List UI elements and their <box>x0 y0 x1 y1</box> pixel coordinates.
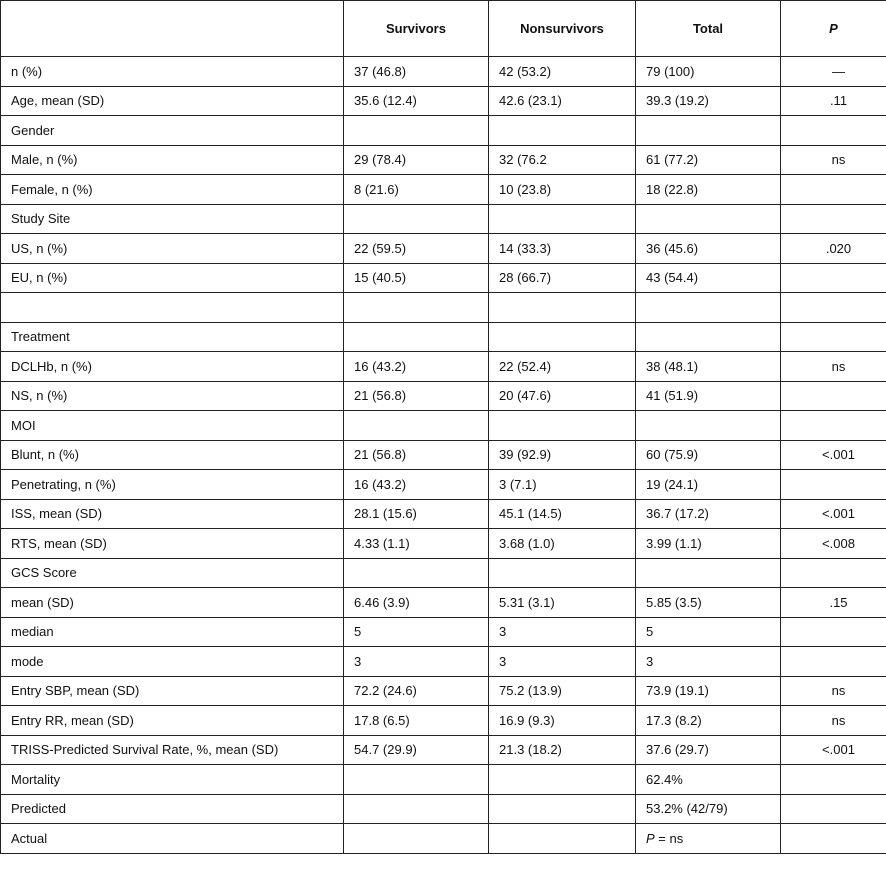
total-cell <box>636 322 781 352</box>
table-row <box>1 263 886 293</box>
row-label: DCLHb, n (%) <box>1 352 344 382</box>
survivors-cell <box>344 411 489 441</box>
row-label: RTS, mean (SD) <box>1 529 344 559</box>
p-value-cell: <.008 <box>781 529 886 559</box>
nonsurvivors-cell: 16.9 (9.3) <box>489 706 636 736</box>
table-row <box>1 411 886 441</box>
row-label: Entry RR, mean (SD) <box>1 706 344 736</box>
p-value-cell: .11 <box>781 86 886 116</box>
row-label: EU, n (%) <box>1 263 344 293</box>
nonsurvivors-cell: 10 (23.8) <box>489 175 636 205</box>
nonsurvivors-cell <box>489 794 636 824</box>
table-row <box>1 57 886 87</box>
total-cell: 36 (45.6) <box>636 234 781 264</box>
survivors-cell: 15 (40.5) <box>344 263 489 293</box>
total-cell: 39.3 (19.2) <box>636 86 781 116</box>
table-row <box>1 175 886 205</box>
p-value-cell: <.001 <box>781 440 886 470</box>
survivors-cell: 37 (46.8) <box>344 57 489 87</box>
survivors-cell: 3 <box>344 647 489 677</box>
survivors-cell: 29 (78.4) <box>344 145 489 175</box>
survivors-cell <box>344 824 489 854</box>
p-value-cell <box>781 824 886 854</box>
row-label: Treatment <box>1 322 344 352</box>
total-cell: 36.7 (17.2) <box>636 499 781 529</box>
p-value-cell <box>781 322 886 352</box>
table-row <box>1 116 886 146</box>
table-row <box>1 558 886 588</box>
nonsurvivors-cell <box>489 322 636 352</box>
survivors-cell <box>344 558 489 588</box>
row-label: mode <box>1 647 344 677</box>
total-cell: 37.6 (29.7) <box>636 735 781 765</box>
survivors-cell <box>344 293 489 323</box>
row-label: TRISS-Predicted Survival Rate, %, mean (SD) <box>1 735 344 765</box>
nonsurvivors-cell <box>489 293 636 323</box>
nonsurvivors-cell: 3 <box>489 617 636 647</box>
table-row <box>1 499 886 529</box>
row-label: ISS, mean (SD) <box>1 499 344 529</box>
nonsurvivors-cell <box>489 116 636 146</box>
survivors-cell <box>344 765 489 795</box>
table-header <box>1 1 886 57</box>
row-label: Male, n (%) <box>1 145 344 175</box>
nonsurvivors-cell: 42 (53.2) <box>489 57 636 87</box>
p-value-cell: <.001 <box>781 499 886 529</box>
p-value-cell <box>781 558 886 588</box>
table-row <box>1 234 886 264</box>
row-label: Blunt, n (%) <box>1 440 344 470</box>
header-total: Total <box>636 1 781 57</box>
total-cell <box>636 204 781 234</box>
header-p-value: P <box>781 1 886 57</box>
table-row <box>1 676 886 706</box>
nonsurvivors-cell <box>489 411 636 441</box>
total-cell: 60 (75.9) <box>636 440 781 470</box>
row-label: NS, n (%) <box>1 381 344 411</box>
p-value-cell: — <box>781 57 886 87</box>
nonsurvivors-cell: 14 (33.3) <box>489 234 636 264</box>
row-label: Predicted <box>1 794 344 824</box>
nonsurvivors-cell: 21.3 (18.2) <box>489 735 636 765</box>
total-cell: 79 (100) <box>636 57 781 87</box>
header-nonsurvivors: Nonsurvivors <box>489 1 636 57</box>
header-row <box>1 1 886 57</box>
nonsurvivors-cell: 75.2 (13.9) <box>489 676 636 706</box>
table-row <box>1 204 886 234</box>
total-cell <box>636 293 781 323</box>
row-label: Penetrating, n (%) <box>1 470 344 500</box>
p-value-cell <box>781 204 886 234</box>
row-label: median <box>1 617 344 647</box>
table-row <box>1 735 886 765</box>
total-cell: 53.2% (42/79) <box>636 794 781 824</box>
p-value-cell <box>781 411 886 441</box>
survivors-cell: 28.1 (15.6) <box>344 499 489 529</box>
table-row <box>1 352 886 382</box>
survivors-cell: 35.6 (12.4) <box>344 86 489 116</box>
p-value-cell <box>781 470 886 500</box>
survivors-cell: 21 (56.8) <box>344 381 489 411</box>
total-cell: 18 (22.8) <box>636 175 781 205</box>
p-value-cell <box>781 381 886 411</box>
p-value-cell <box>781 765 886 795</box>
total-cell: 5 <box>636 617 781 647</box>
total-cell: 62.4% <box>636 765 781 795</box>
header-label-col <box>1 1 344 57</box>
row-label: Female, n (%) <box>1 175 344 205</box>
row-label: mean (SD) <box>1 588 344 618</box>
nonsurvivors-cell: 42.6 (23.1) <box>489 86 636 116</box>
row-label: Gender <box>1 116 344 146</box>
nonsurvivors-cell: 3 <box>489 647 636 677</box>
survivors-cell <box>344 116 489 146</box>
nonsurvivors-cell <box>489 824 636 854</box>
p-value-cell <box>781 293 886 323</box>
table-row <box>1 588 886 618</box>
row-label: GCS Score <box>1 558 344 588</box>
total-cell <box>636 558 781 588</box>
total-cell: 19 (24.1) <box>636 470 781 500</box>
survivors-cell: 16 (43.2) <box>344 352 489 382</box>
survivors-cell: 16 (43.2) <box>344 470 489 500</box>
total-cell: 61 (77.2) <box>636 145 781 175</box>
p-value-cell: ns <box>781 352 886 382</box>
p-value-cell <box>781 116 886 146</box>
p-value-cell: ns <box>781 145 886 175</box>
survivors-cell: 72.2 (24.6) <box>344 676 489 706</box>
table-row <box>1 86 886 116</box>
table-row <box>1 706 886 736</box>
nonsurvivors-cell <box>489 204 636 234</box>
p-symbol: P <box>646 830 655 846</box>
p-value-cell: .15 <box>781 588 886 618</box>
total-cell <box>636 411 781 441</box>
row-label: Actual <box>1 824 344 854</box>
table-row <box>1 617 886 647</box>
table-row <box>1 381 886 411</box>
total-cell: 5.85 (3.5) <box>636 588 781 618</box>
survivors-cell: 17.8 (6.5) <box>344 706 489 736</box>
table-row <box>1 293 886 323</box>
survivors-cell <box>344 204 489 234</box>
survivors-cell: 6.46 (3.9) <box>344 588 489 618</box>
nonsurvivors-cell: 39 (92.9) <box>489 440 636 470</box>
table-row <box>1 529 886 559</box>
nonsurvivors-cell: 22 (52.4) <box>489 352 636 382</box>
survivors-cell: 4.33 (1.1) <box>344 529 489 559</box>
nonsurvivors-cell: 5.31 (3.1) <box>489 588 636 618</box>
row-label <box>1 293 344 323</box>
table-row <box>1 322 886 352</box>
survivors-cell: 5 <box>344 617 489 647</box>
total-cell: 43 (54.4) <box>636 263 781 293</box>
table-row <box>1 145 886 175</box>
nonsurvivors-cell: 32 (76.2 <box>489 145 636 175</box>
row-label: Mortality <box>1 765 344 795</box>
row-label: Age, mean (SD) <box>1 86 344 116</box>
row-label: Entry SBP, mean (SD) <box>1 676 344 706</box>
total-cell: 3 <box>636 647 781 677</box>
survivors-cell <box>344 322 489 352</box>
row-label: Study Site <box>1 204 344 234</box>
table-row <box>1 765 886 795</box>
table-row <box>1 824 886 854</box>
table-row <box>1 440 886 470</box>
p-value-cell <box>781 617 886 647</box>
nonsurvivors-cell: 3 (7.1) <box>489 470 636 500</box>
survivors-cell <box>344 794 489 824</box>
survivors-cell: 22 (59.5) <box>344 234 489 264</box>
total-cell: 41 (51.9) <box>636 381 781 411</box>
p-value-cell: .020 <box>781 234 886 264</box>
nonsurvivors-cell <box>489 558 636 588</box>
row-label: n (%) <box>1 57 344 87</box>
total-cell: 38 (48.1) <box>636 352 781 382</box>
survivors-cell: 21 (56.8) <box>344 440 489 470</box>
total-cell: 17.3 (8.2) <box>636 706 781 736</box>
total-cell: 73.9 (19.1) <box>636 676 781 706</box>
table-row <box>1 647 886 677</box>
survivors-cell: 8 (21.6) <box>344 175 489 205</box>
p-value-cell: <.001 <box>781 735 886 765</box>
p-value-cell <box>781 794 886 824</box>
p-value-cell <box>781 647 886 677</box>
nonsurvivors-cell: 28 (66.7) <box>489 263 636 293</box>
row-label: US, n (%) <box>1 234 344 264</box>
nonsurvivors-cell: 20 (47.6) <box>489 381 636 411</box>
total-cell: 3.99 (1.1) <box>636 529 781 559</box>
row-label: MOI <box>1 411 344 441</box>
table-row <box>1 794 886 824</box>
nonsurvivors-cell <box>489 765 636 795</box>
total-cell: P = ns <box>636 824 781 854</box>
table-row <box>1 470 886 500</box>
nonsurvivors-cell: 45.1 (14.5) <box>489 499 636 529</box>
p-value-cell <box>781 263 886 293</box>
header-survivors: Survivors <box>344 1 489 57</box>
p-value-cell: ns <box>781 706 886 736</box>
table-body <box>1 57 886 854</box>
total-cell <box>636 116 781 146</box>
p-value-cell: ns <box>781 676 886 706</box>
survivors-cell: 54.7 (29.9) <box>344 735 489 765</box>
nonsurvivors-cell: 3.68 (1.0) <box>489 529 636 559</box>
p-value-cell <box>781 175 886 205</box>
